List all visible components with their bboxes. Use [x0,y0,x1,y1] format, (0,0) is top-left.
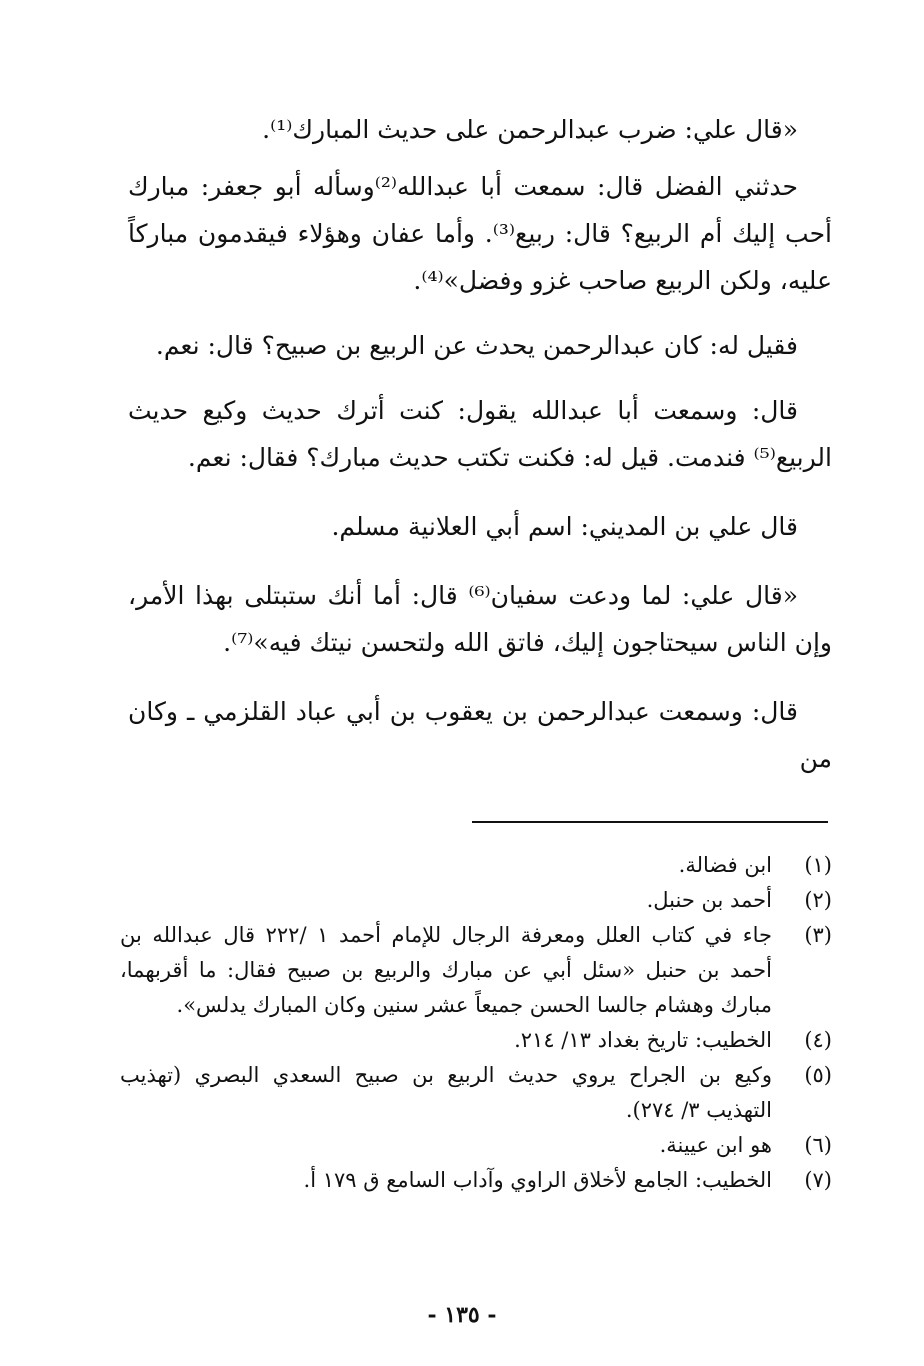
paragraph: «قال علي: لما ودعت سفيان⁽⁶⁾ قال: أما أنك ستبتلى بهذا الأمر، وإن الناس سيحتاجون إليك، فاتق الله ولتحسن نيتك فيه»⁽⁷⁾. [128,581,832,657]
footnote-text: ابن فضالة. [678,853,772,877]
footnote-number: (٧) [804,1168,832,1192]
footnote-number: (١) [804,853,832,877]
paragraph: قال علي بن المديني: اسم أبي العلانية مسلم. [331,512,798,541]
footnote-number: (٤) [804,1028,832,1052]
footnote-divider [472,821,828,823]
footnote-number: (٢) [804,888,832,912]
footnote [120,918,832,1023]
footnote-number: (٦) [804,1133,832,1157]
paragraph: قال: وسمعت أبا عبدالله يقول: كنت أترك حديث وكيع حديث الربيع⁽⁵⁾ فندمت. قيل له: فكنت تكتب حديث مبارك؟ فقال: نعم. [128,396,832,472]
footnote-number: (٥) [804,1063,832,1087]
paragraph: «قال علي: ضرب عبدالرحمن على حديث المبارك⁽¹⁾. [262,115,798,144]
footnote-text: الخطيب: الجامع لأخلاق الراوي وآداب السامع ق ١٧٩ أ. [303,1168,772,1192]
footnote-text: هو ابن عيينة. [659,1133,772,1157]
footnote-text: الخطيب: تاريخ بغداد ١٣/ ٢١٤. [514,1028,772,1052]
footnote-number: (٣) [804,923,832,947]
page-number: - ١٣٥ - [427,1302,497,1328]
paragraph: فقيل له: كان عبدالرحمن يحدث عن الربيع بن صبيح؟ قال: نعم. [155,331,798,360]
footnote [120,848,832,883]
main-text [128,106,832,782]
paragraph: حدثني الفضل قال: سمعت أبا عبدالله⁽²⁾وسأله أبو جعفر: مبارك أحب إليك أم الربيع؟ قال: ربيع⁽³⁾. وأما عفان وهؤلاء فيقدمون مباركاً عليه، ولكن الربيع صاحب غزو وفضل»⁽⁴⁾. [128,172,832,295]
footnote-text: وكيع بن الجراح يروي حديث الربيع بن صبيح السعدي البصري (تهذيب التهذيب ٣/ ٢٧٤). [120,1063,772,1122]
footnote [120,883,832,918]
footnote-text: جاء في كتاب العلل ومعرفة الرجال للإمام أحمد ١ /٢٢٢ قال عبدالله بن أحمد بن حنبل «سئل أبي عن مبارك والربيع بن صبيح فقال: ما أقربهما، مبارك وهشام جالسا الحسن جميعاً عشر سنين وكان المبارك يدلس». [120,923,772,1017]
footnote [120,1163,832,1198]
footnotes [120,848,832,1198]
footnote [120,1058,832,1128]
paragraph: قال: وسمعت عبدالرحمن بن يعقوب بن أبي عباد القلزمي ـ وكان من [128,697,832,773]
footnote-text: أحمد بن حنبل. [646,888,772,912]
footnote [120,1128,832,1163]
footnote [120,1023,832,1058]
